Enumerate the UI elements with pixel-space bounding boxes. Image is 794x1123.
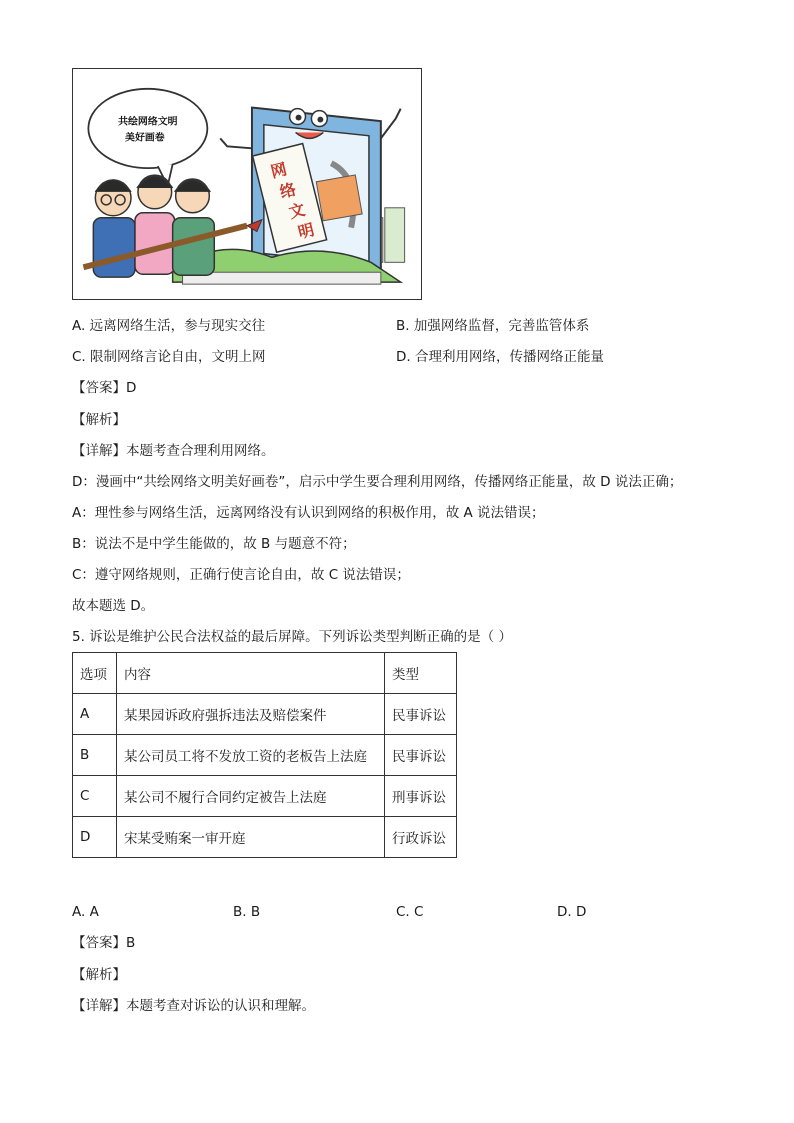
q5-stem: 5. 诉讼是维护公民合法权益的最后屏障。下列诉讼类型判断正确的是（ ） <box>72 629 512 645</box>
scroll-char-1: 网 <box>268 159 289 182</box>
q4-option-b: B. 加强网络监督，完善监管体系 <box>396 318 590 334</box>
table-row <box>73 694 457 735</box>
q4-detail-line: A：理性参与网络生活，远离网络没有认识到网络的积极作用，故 A 说法错误； <box>72 505 545 521</box>
q4-analysis-label: 【解析】 <box>72 412 126 428</box>
q4-option-a: A. 远离网络生活，参与现实交往 <box>72 318 266 334</box>
table-cell: 刑事诉讼 <box>385 776 457 817</box>
scroll-char-4: 明 <box>296 219 317 243</box>
table-row <box>73 776 457 817</box>
q5-analysis-label: 【解析】 <box>72 967 126 983</box>
table-cell: A <box>73 694 117 735</box>
q5-detail-line: 【详解】本题考查对诉讼的认识和理解。 <box>72 998 315 1014</box>
table-header-row <box>73 653 457 694</box>
q5-option-c: C. C <box>396 904 424 920</box>
table-cell: 民事诉讼 <box>385 694 457 735</box>
table-cell: 宋某受贿案一审开庭 <box>117 817 385 858</box>
table-row <box>73 735 457 776</box>
table-header-cell: 类型 <box>385 653 457 694</box>
q4-answer: 【答案】D <box>72 380 137 396</box>
q4-detail-line: C：遵守网络规则，正确行使言论自由，故 C 说法错误； <box>72 567 410 583</box>
q4-detail-line: 故本题选 D。 <box>72 598 155 614</box>
table-header-cell: 选项 <box>73 653 117 694</box>
q5-option-d: D. D <box>557 904 587 920</box>
table-header-cell: 内容 <box>117 653 385 694</box>
scroll-char-3: 文 <box>286 199 307 222</box>
q5-table <box>72 652 457 858</box>
q5-option-b: B. B <box>233 904 261 920</box>
table-cell: 某公司员工将不发放工资的老板告上法庭 <box>117 735 385 776</box>
q4-option-c: C. 限制网络言论自由，文明上网 <box>72 349 266 365</box>
table-cell: 某公司不履行合同约定被告上法庭 <box>117 776 385 817</box>
q4-option-d: D. 合理利用网络，传播网络正能量 <box>396 349 604 365</box>
table-row <box>73 817 457 858</box>
q4-detail-line: D：漫画中“共绘网络文明美好画卷”，启示中学生要合理利用网络，传播网络正能量，故 D 说法正确； <box>72 474 683 490</box>
table-cell: D <box>73 817 117 858</box>
speech-bubble-line-2: 美好画卷 <box>125 132 165 144</box>
table-cell: 民事诉讼 <box>385 735 457 776</box>
table-cell: C <box>73 776 117 817</box>
table-cell: 某果园诉政府强拆违法及赔偿案件 <box>117 694 385 735</box>
table-cell: 行政诉讼 <box>385 817 457 858</box>
q5-option-a: A. A <box>72 904 99 920</box>
cartoon-illustration <box>72 68 422 300</box>
speech-bubble-line-1: 共绘网络文明 <box>118 116 178 128</box>
table-cell: B <box>73 735 117 776</box>
q4-detail-line: B：说法不是中学生能做的，故 B 与题意不符； <box>72 536 356 552</box>
scroll-char-2: 络 <box>277 179 298 202</box>
q4-detail-line: 【详解】本题考查合理利用网络。 <box>72 443 275 459</box>
q5-answer: 【答案】B <box>72 935 136 951</box>
